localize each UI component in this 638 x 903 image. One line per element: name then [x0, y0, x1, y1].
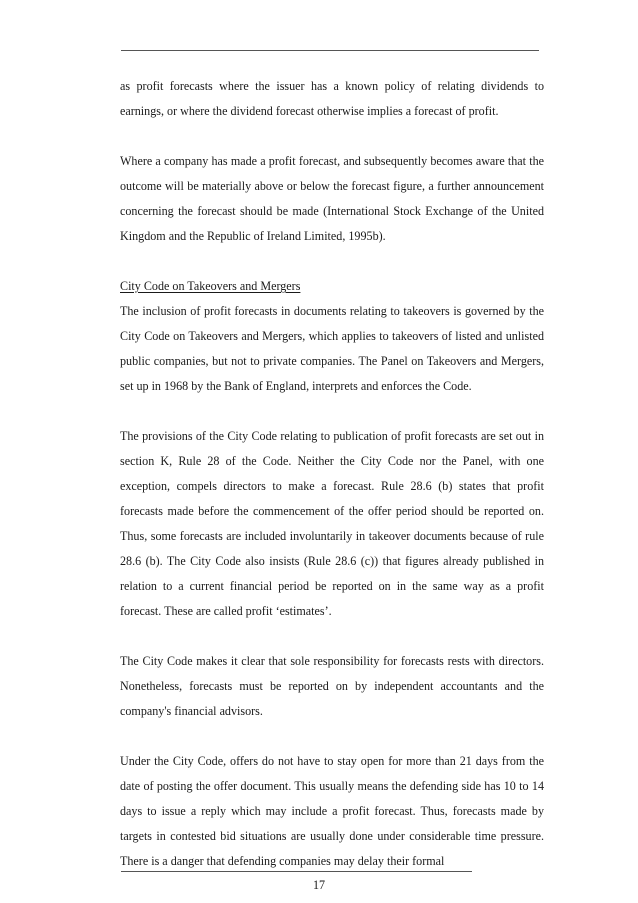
- paragraph-forecast-announcement: Where a company has made a profit forecast, and subsequently becomes aware that the outcome will be materially above or below the forecast figure, a further announcement concerning the forecast should be made (International Stock Exchange of the United Kingdom and the Republic of Ireland Limited, 1995b).: [120, 154, 544, 243]
- page-body: [120, 74, 544, 874]
- paragraph-offer-period: Under the City Code, offers do not have to stay open for more than 21 days from the date of posting the offer document. This usually means the defending side has 10 to 14 days to issue a reply which may include a profit forecast. Thus, forecasts made by targets in contested bid situations are usually done under considerable time pressure. There is a danger that defending companies may delay their formal: [120, 754, 544, 868]
- header-rule: [121, 50, 539, 52]
- footer-rule: [121, 871, 472, 873]
- paragraph-city-code-inclusion: The inclusion of profit forecasts in documents relating to takeovers is governed by the City Code on Takeovers and Mergers, which applies to takeovers of listed and unlisted public companies, but not to private companies. The Panel on Takeovers and Mergers, set up in 1968 by the Bank of England, interprets and enforces the Code.: [120, 304, 544, 393]
- paragraph-continuation: as profit forecasts where the issuer has a known policy of relating dividends to earnings, or where the dividend forecast otherwise implies a forecast of profit.: [120, 79, 544, 118]
- section-heading-city-code: City Code on Takeovers and Mergers: [120, 279, 301, 293]
- paragraph-rule-28: The provisions of the City Code relating to publication of profit forecasts are set out in section K, Rule 28 of the Code. Neither the City Code nor the Panel, with one exception, compels directors to make a forecast. Rule 28.6 (b) states that profit forecasts made before the commencement of the offer period should be reported on. Thus, some forecasts are included involuntarily in takeover documents because of rule 28.6 (b). The City Code also insists (Rule 28.6 (c)) that figures already published in relation to a current financial period be reported on in the same way as a profit forecast. These are called profit ‘estimates’.: [120, 429, 544, 618]
- paragraph-responsibility: The City Code makes it clear that sole responsibility for forecasts rests with directors. Nonetheless, forecasts must be reported on by independent accountants and the company's financial advisors.: [120, 654, 544, 718]
- page-number: 17: [312, 878, 326, 892]
